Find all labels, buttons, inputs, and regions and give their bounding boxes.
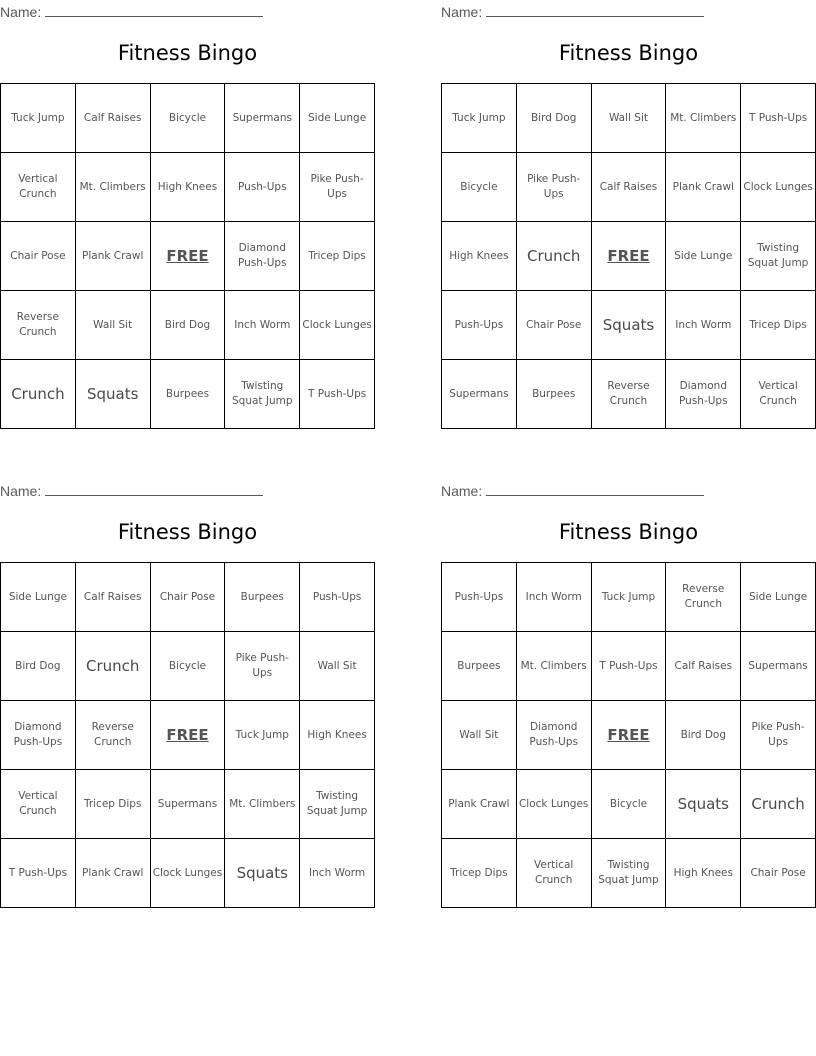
bingo-cell[interactable]: Tricep Dips [300, 222, 375, 291]
bingo-cell[interactable]: Push-Ups [442, 563, 517, 632]
free-space[interactable]: FREE [150, 701, 225, 770]
bingo-cell[interactable]: Vertical Crunch [1, 153, 76, 222]
bingo-row [1, 222, 375, 291]
bingo-cell[interactable]: Twisting Squat Jump [591, 839, 666, 908]
bingo-cell[interactable]: Side Lunge [666, 222, 741, 291]
bingo-row [442, 839, 816, 908]
bingo-cell[interactable]: Burpees [225, 563, 300, 632]
bingo-cell[interactable]: Mt. Climbers [516, 632, 591, 701]
bingo-cell[interactable]: Diamond Push-Ups [1, 701, 76, 770]
bingo-cell[interactable]: Clock Lunges [300, 291, 375, 360]
bingo-cell[interactable]: Inch Worm [666, 291, 741, 360]
card-title: Fitness Bingo [117, 520, 258, 544]
bingo-cell[interactable]: Tricep Dips [741, 291, 816, 360]
free-space[interactable]: FREE [591, 701, 666, 770]
bingo-row [1, 360, 375, 429]
bingo-row [1, 701, 375, 770]
bingo-cell[interactable]: Wall Sit [442, 701, 517, 770]
bingo-cell[interactable]: Twisting Squat Jump [741, 222, 816, 291]
bingo-cell[interactable]: Wall Sit [591, 84, 666, 153]
bingo-row [442, 153, 816, 222]
bingo-cell[interactable]: Supermans [741, 632, 816, 701]
bingo-cell[interactable]: Crunch [516, 222, 591, 291]
name-field[interactable] [0, 2, 265, 20]
bingo-row [1, 84, 375, 153]
bingo-cell[interactable]: Mt. Climbers [666, 84, 741, 153]
bingo-cell[interactable]: Reverse Crunch [75, 701, 150, 770]
name-label: Name: [441, 483, 483, 499]
name-label: Name: [0, 4, 42, 20]
bingo-cell[interactable]: Tuck Jump [225, 701, 300, 770]
bingo-cell[interactable]: Inch Worm [225, 291, 300, 360]
bingo-cell[interactable]: Mt. Climbers [225, 770, 300, 839]
bingo-row [442, 84, 816, 153]
bingo-cell[interactable]: Crunch [1, 360, 76, 429]
bingo-cell[interactable]: Push-Ups [300, 563, 375, 632]
bingo-cell[interactable]: Bird Dog [150, 291, 225, 360]
bingo-row [1, 563, 375, 632]
bingo-cell[interactable]: Chair Pose [741, 839, 816, 908]
bingo-row [1, 632, 375, 701]
name-field[interactable] [441, 2, 706, 20]
bingo-cell[interactable]: High Knees [150, 153, 225, 222]
bingo-cell[interactable]: Squats [666, 770, 741, 839]
card-title: Fitness Bingo [558, 520, 699, 544]
bingo-cell[interactable]: Supermans [442, 360, 517, 429]
bingo-cell[interactable]: Pike Push-Ups [516, 153, 591, 222]
bingo-cell[interactable]: Clock Lunges [516, 770, 591, 839]
bingo-cell[interactable]: Bird Dog [516, 84, 591, 153]
bingo-cell[interactable]: Pike Push-Ups [741, 701, 816, 770]
bingo-cell[interactable]: Wall Sit [300, 632, 375, 701]
bingo-grid [0, 562, 375, 908]
bingo-cell[interactable]: Reverse Crunch [666, 563, 741, 632]
bingo-row [442, 360, 816, 429]
bingo-cell[interactable]: Wall Sit [75, 291, 150, 360]
bingo-row [442, 632, 816, 701]
bingo-row [442, 770, 816, 839]
bingo-cell[interactable]: Push-Ups [225, 153, 300, 222]
bingo-cell[interactable]: Burpees [150, 360, 225, 429]
bingo-cell[interactable]: Diamond Push-Ups [666, 360, 741, 429]
bingo-cell[interactable]: Crunch [75, 632, 150, 701]
bingo-row [1, 153, 375, 222]
bingo-cell[interactable]: Side Lunge [1, 563, 76, 632]
bingo-cell[interactable]: Pike Push-Ups [225, 632, 300, 701]
bingo-cell[interactable]: Calf Raises [75, 84, 150, 153]
bingo-row [442, 701, 816, 770]
bingo-row [442, 222, 816, 291]
bingo-cell[interactable]: Tuck Jump [442, 84, 517, 153]
bingo-cell[interactable]: Vertical Crunch [741, 360, 816, 429]
bingo-cell[interactable]: Bicycle [150, 632, 225, 701]
bingo-cell[interactable]: Side Lunge [300, 84, 375, 153]
card-title: Fitness Bingo [558, 41, 699, 65]
name-label: Name: [441, 4, 483, 20]
bingo-cell[interactable]: Reverse Crunch [1, 291, 76, 360]
name-blank-line [486, 2, 704, 17]
bingo-cell[interactable]: High Knees [442, 222, 517, 291]
bingo-cell[interactable]: Burpees [516, 360, 591, 429]
bingo-cell[interactable]: Bird Dog [1, 632, 76, 701]
bingo-cell[interactable]: Side Lunge [741, 563, 816, 632]
bingo-cell[interactable]: Diamond Push-Ups [225, 222, 300, 291]
bingo-grid [441, 562, 816, 908]
bingo-cell[interactable]: Plank Crawl [442, 770, 517, 839]
bingo-cell[interactable]: Tricep Dips [75, 770, 150, 839]
bingo-cell[interactable]: Plank Crawl [75, 839, 150, 908]
bingo-cell[interactable]: Vertical Crunch [1, 770, 76, 839]
bingo-cell[interactable]: Bicycle [150, 84, 225, 153]
bingo-cell[interactable]: Chair Pose [516, 291, 591, 360]
bingo-cell[interactable]: Diamond Push-Ups [516, 701, 591, 770]
bingo-cell[interactable]: Tuck Jump [591, 563, 666, 632]
name-blank-line [45, 481, 263, 496]
bingo-cell[interactable]: Squats [225, 839, 300, 908]
free-space[interactable]: FREE [150, 222, 225, 291]
bingo-cell[interactable]: T Push-Ups [741, 84, 816, 153]
bingo-cell[interactable]: High Knees [300, 701, 375, 770]
name-blank-line [45, 2, 263, 17]
bingo-cell[interactable]: Reverse Crunch [591, 360, 666, 429]
name-blank-line [486, 481, 704, 496]
bingo-cell[interactable]: Calf Raises [75, 563, 150, 632]
bingo-cell[interactable]: T Push-Ups [591, 632, 666, 701]
bingo-cell[interactable]: High Knees [666, 839, 741, 908]
bingo-cell[interactable]: Crunch [741, 770, 816, 839]
bingo-cell[interactable]: Chair Pose [150, 563, 225, 632]
bingo-cell[interactable]: Tricep Dips [442, 839, 517, 908]
bingo-cell[interactable]: Inch Worm [516, 563, 591, 632]
bingo-row [442, 563, 816, 632]
bingo-cell[interactable]: T Push-Ups [1, 839, 76, 908]
bingo-row [1, 291, 375, 360]
name-label: Name: [0, 483, 42, 499]
bingo-cell[interactable]: Twisting Squat Jump [300, 770, 375, 839]
bingo-cell[interactable]: Pike Push-Ups [300, 153, 375, 222]
bingo-cell[interactable]: Tuck Jump [1, 84, 76, 153]
bingo-cell[interactable]: Chair Pose [1, 222, 76, 291]
bingo-cell[interactable]: Twisting Squat Jump [225, 360, 300, 429]
bingo-cell[interactable]: Burpees [442, 632, 517, 701]
bingo-cell[interactable]: Inch Worm [300, 839, 375, 908]
bingo-grid [0, 83, 375, 429]
bingo-cell[interactable]: Calf Raises [666, 632, 741, 701]
bingo-cell[interactable]: Push-Ups [442, 291, 517, 360]
bingo-cell[interactable]: T Push-Ups [300, 360, 375, 429]
bingo-cell[interactable]: Squats [75, 360, 150, 429]
bingo-cell[interactable]: Vertical Crunch [516, 839, 591, 908]
bingo-row [1, 839, 375, 908]
bingo-row [442, 291, 816, 360]
bingo-cell[interactable]: Clock Lunges [150, 839, 225, 908]
name-field[interactable] [441, 481, 706, 499]
bingo-cell[interactable]: Clock Lunges [741, 153, 816, 222]
bingo-cell[interactable]: Plank Crawl [75, 222, 150, 291]
bingo-cell[interactable]: Calf Raises [591, 153, 666, 222]
bingo-cell[interactable]: Bicycle [442, 153, 517, 222]
bingo-cell[interactable]: Plank Crawl [666, 153, 741, 222]
bingo-row [1, 770, 375, 839]
bingo-cell[interactable]: Bird Dog [666, 701, 741, 770]
bingo-cell[interactable]: Squats [591, 291, 666, 360]
free-space[interactable]: FREE [591, 222, 666, 291]
name-field[interactable] [0, 481, 265, 499]
bingo-grid [441, 83, 816, 429]
bingo-cell[interactable]: Mt. Climbers [75, 153, 150, 222]
bingo-cell[interactable]: Supermans [225, 84, 300, 153]
card-title: Fitness Bingo [117, 41, 258, 65]
bingo-cell[interactable]: Supermans [150, 770, 225, 839]
bingo-cell[interactable]: Bicycle [591, 770, 666, 839]
